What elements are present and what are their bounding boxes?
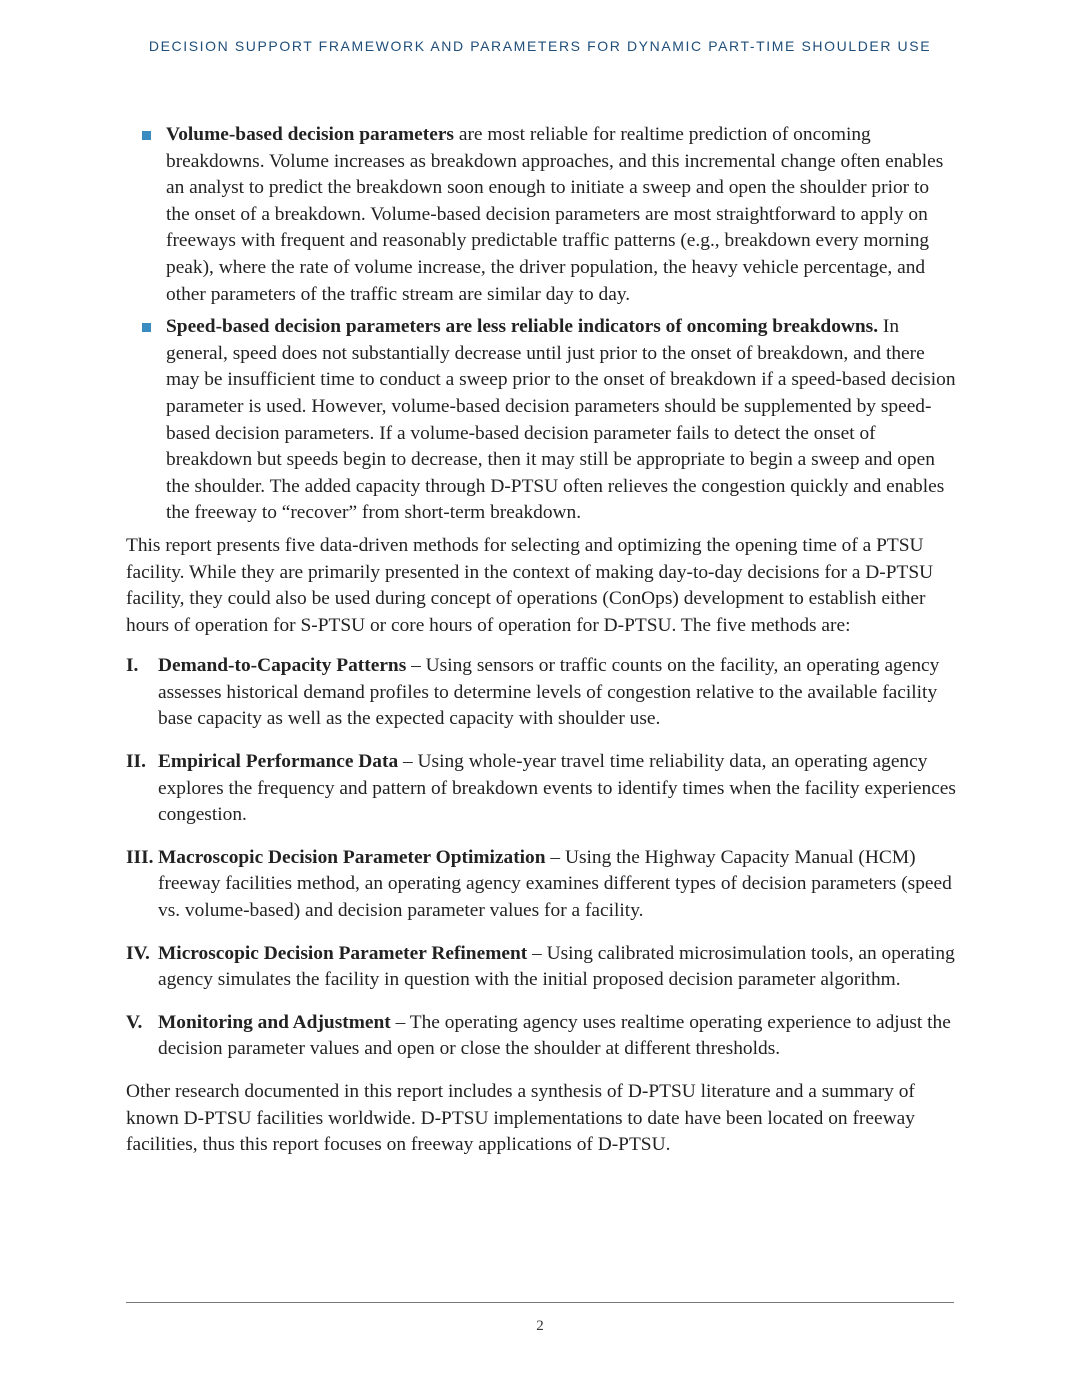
bullet-heading: Speed-based decision parameters are less reliable indicators of oncoming breakdowns. xyxy=(166,316,879,338)
bullet-heading: Volume-based decision parameters xyxy=(166,124,454,145)
method-title: Macroscopic Decision Parameter Optimization xyxy=(158,846,546,868)
method-text: – Using calibrated microsimulation tools, an operating agency simulates the facility in question with the initial proposed decision parameter algorithm. xyxy=(158,942,955,991)
method-numeral: IV. xyxy=(126,942,150,964)
bullet-list xyxy=(126,122,956,527)
method-numeral: II. xyxy=(126,751,146,773)
method-text: – Using sensors or traffic counts on the facility, an operating agency assesses historical demand profiles to determine levels of congestion relative to the available facility base capacity as well as the expected capacity with shoulder use. xyxy=(158,655,940,730)
method-title: Empirical Performance Data xyxy=(158,751,399,773)
method-item xyxy=(126,749,956,829)
intro-paragraph: This report presents five data-driven methods for selecting and optimizing the opening time of a PTSU facility. While they are primarily presented in the context of making day-to-day decisions for a D-PTSU facility, they could also be used during concept of operations (ConOps) development to establish either hours of operation for S-PTSU or core hours of operation for D-PTSU. The five methods are: xyxy=(126,534,934,636)
running-header: DECISION SUPPORT FRAMEWORK AND PARAMETERS FOR DYNAMIC PART-TIME SHOULDER USE xyxy=(148,38,932,54)
method-numeral: V. xyxy=(126,1011,143,1033)
method-numeral: I. xyxy=(126,655,139,677)
methods-list xyxy=(126,653,956,1063)
page-number: 2 xyxy=(536,1318,544,1334)
footer-divider xyxy=(126,1302,954,1303)
square-bullet-icon xyxy=(142,323,151,332)
method-item xyxy=(126,1010,956,1063)
method-item xyxy=(126,653,956,733)
closing-paragraph: Other research documented in this report includes a synthesis of D-PTSU literature and a summary of known D-PTSU facilities worldwide. D-PTSU implementations to date have been located on freeway facilities, thus this report focuses on freeway applications of D-PTSU. xyxy=(126,1081,915,1156)
method-item xyxy=(126,941,956,994)
method-item xyxy=(126,845,956,925)
bullet-text: In general, speed does not substantially decrease until just prior to the onset of breakdown, and there may be insufficient time to conduct a sweep prior to the onset of breakdown if a speed-based decision parameter is used. However, volume-based decision parameters should be supplemented by speed-based decision parameters. If a volume-based decision parameter fails to detect the onset of breakdown but speeds begin to decrease, then it may still be appropriate to begin a sweep and open the shoulder. The added capacity through D-PTSU often relieves the congestion quickly and enables the freeway to “recover” from short-term breakdown. xyxy=(166,316,956,524)
method-title: Monitoring and Adjustment xyxy=(158,1011,391,1033)
square-bullet-icon xyxy=(142,131,151,140)
method-numeral: III. xyxy=(126,846,154,868)
list-item xyxy=(126,122,956,308)
method-title: Demand-to-Capacity Patterns xyxy=(158,655,407,677)
bullet-text: are most reliable for realtime prediction of oncoming breakdowns. Volume increases as breakdown approaches, and this incremental change often enables an analyst to predict the breakdown soon enough to initiate a sweep and open the shoulder prior to the onset of a breakdown. Volume-based decision parameters are most straightforward to apply on freeways with frequent and reasonably predictable traffic patterns (e.g., breakdown every morning peak), where the rate of volume increase, the driver population, the heavy vehicle percentage, and other parameters of the traffic stream are similar day to day. xyxy=(166,124,944,305)
method-title: Microscopic Decision Parameter Refinement xyxy=(158,942,528,964)
method-text: – Using the Highway Capacity Manual (HCM) freeway facilities method, an operating agency examines different types of decision parameters (speed vs. volume-based) and decision parameter values for a facility. xyxy=(158,846,952,922)
method-text: – The operating agency uses realtime operating experience to adjust the decision parameter values and open or close the shoulder at different thresholds. xyxy=(158,1011,951,1060)
page-body xyxy=(126,122,956,1173)
list-item xyxy=(126,314,956,527)
method-text: – Using whole-year travel time reliability data, an operating agency explores the frequency and pattern of breakdown events to identify times when the facility experiences congestion. xyxy=(158,751,956,826)
